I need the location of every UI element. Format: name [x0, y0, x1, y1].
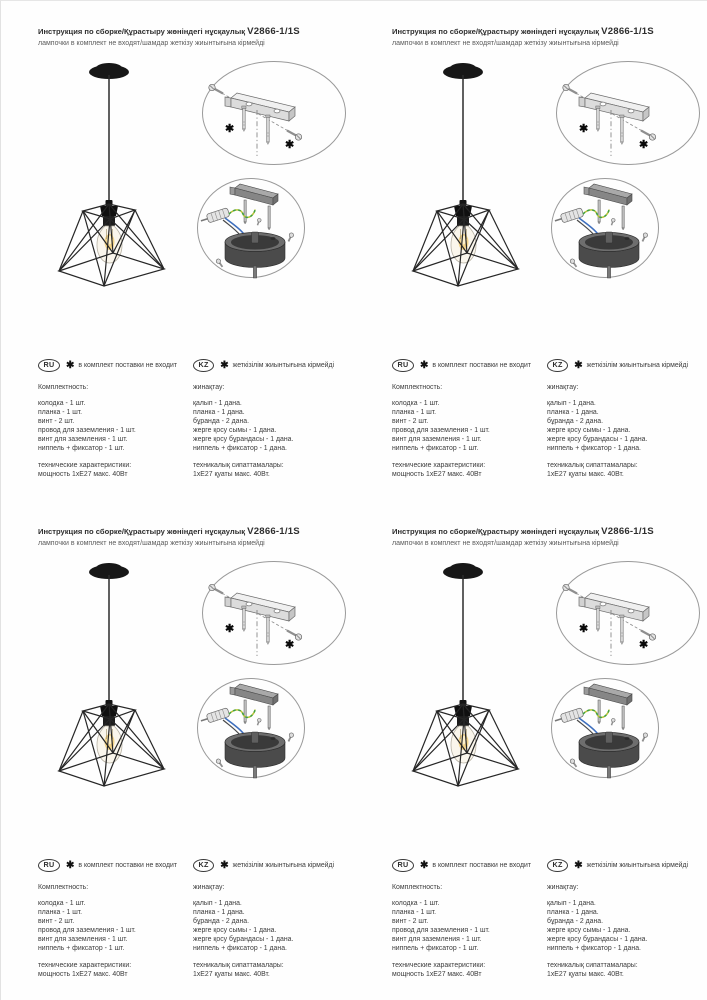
title-text: Инструкция по сборке/Құрастыру жөніндегі нұсқаулық: [392, 527, 600, 536]
kz-parts-heading: жинақтау:: [193, 884, 225, 891]
mounting-bracket-icon: [230, 684, 278, 705]
title-text: Инструкция по сборке/Құрастыру жөніндегі нұсқаулық: [38, 27, 246, 36]
small-screw-icon: [610, 718, 616, 726]
ru-section: [38, 858, 188, 979]
kz-parts-heading: жинақтау:: [547, 384, 579, 391]
not-included-asterisk: ✱: [225, 123, 235, 135]
kz-specs-heading: техникалық сипаттамалары:: [547, 962, 638, 969]
list-item: провод для заземления - 1 шт.: [392, 427, 490, 434]
pendant-lamp-illustration: [407, 59, 522, 291]
ru-specs-value: мощность 1хЕ27 макс. 40Вт: [392, 471, 482, 478]
kz-specs-heading: техникалық сипаттамалары:: [193, 962, 284, 969]
ru-specs: [38, 461, 188, 479]
small-screw-icon: [256, 218, 262, 226]
ru-not-included-note: в комплект поставки не входит: [432, 861, 532, 869]
ru-not-included-note: в комплект поставки не входит: [78, 361, 178, 369]
canopy-screw-icon: [622, 206, 624, 230]
list-item: колодка - 1 шт.: [38, 400, 86, 407]
kz-not-included-note: жеткізілім жиынтығына кірмейді: [232, 361, 335, 369]
model-number: V2866-1/1S: [601, 26, 654, 37]
list-item: винт - 2 шт.: [38, 418, 75, 425]
ru-parts-heading: Комплектность:: [38, 384, 89, 391]
kz-specs-heading: техникалық сипаттамалары:: [547, 462, 638, 469]
small-screw-icon: [640, 232, 648, 242]
canopy-wiring-diagram: [549, 676, 661, 780]
canopy-screw-icon: [596, 106, 600, 132]
kz-not-included-note: жеткізілім жиынтығына кірмейді: [232, 861, 335, 869]
list-item: бұранда - 2 дана.: [547, 418, 603, 425]
list-item: винт для заземления - 1 шт.: [38, 436, 128, 443]
wall-screw-icon: [209, 584, 223, 593]
kz-parts-list: [547, 399, 707, 453]
list-item: планка - 1 дана.: [547, 409, 599, 416]
canopy-screw-icon: [244, 700, 246, 724]
kz-section: [547, 858, 707, 979]
asterisk-icon: ✱: [65, 859, 75, 871]
ru-section: [38, 358, 188, 479]
model-number: V2866-1/1S: [601, 526, 654, 537]
list-item: винт для заземления - 1 шт.: [392, 436, 482, 443]
not-included-asterisk: ✱: [579, 123, 589, 135]
mounting-bracket-icon: [225, 93, 295, 121]
ru-badge-row: [392, 358, 542, 372]
small-screw-icon: [569, 258, 578, 268]
canopy-cup-icon: [579, 732, 639, 778]
title-text: Инструкция по сборке/Құрастыру жөніндегі нұсқаулық: [392, 27, 600, 36]
list-item: ниппель + фиксатор - 1 дана.: [193, 945, 287, 952]
canopy-wiring-diagram: [195, 676, 307, 780]
kz-specs-value: 1хЕ27 қуаты макс. 40Вт.: [547, 971, 624, 978]
ru-badge-row: [38, 358, 188, 372]
title-text: Инструкция по сборке/Құрастыру жөніндегі нұсқаулық: [38, 527, 246, 536]
list-item: планка - 1 дана.: [547, 909, 599, 916]
list-item: бұранда - 2 дана.: [547, 918, 603, 925]
ru-specs-value: мощность 1хЕ27 макс. 40Вт: [392, 971, 482, 978]
canopy-wiring-diagram: [549, 176, 661, 280]
list-item: винт для заземления - 1 шт.: [392, 936, 482, 943]
small-screw-icon: [256, 718, 262, 726]
canopy-cup-icon: [225, 732, 285, 778]
page-title: [392, 526, 654, 537]
page-subtitle: лампочки в комплект не входят/шамдар жеткізу жиынтығына кірмейді: [38, 40, 265, 47]
list-item: провод для заземления - 1 шт.: [38, 927, 136, 934]
ru-specs-heading: технические характеристики:: [392, 962, 486, 969]
list-item: қалып - 1 дана.: [193, 900, 242, 907]
page-subtitle: лампочки в комплект не входят/шамдар жеткізу жиынтығына кірмейді: [392, 540, 619, 547]
canopy-screw-icon: [242, 606, 246, 632]
list-item: жерге қосу сымы - 1 дана.: [193, 427, 277, 434]
wall-screw-icon: [563, 584, 577, 593]
kz-section: [193, 858, 355, 979]
ru-parts-heading: Комплектность:: [392, 884, 443, 891]
ru-parts-heading: Комплектность:: [392, 384, 443, 391]
ru-badge-row: [392, 858, 542, 872]
list-item: қалып - 1 дана.: [193, 400, 242, 407]
ru-badge: RU: [392, 859, 414, 872]
list-item: жерге қосу бұрандасы - 1 дана.: [547, 936, 648, 943]
asterisk-icon: ✱: [574, 859, 583, 871]
kz-specs-value: 1хЕ27 қуаты макс. 40Вт.: [193, 471, 270, 478]
model-number: V2866-1/1S: [247, 526, 300, 537]
small-screw-icon: [215, 258, 224, 268]
sheet-quadrant-2: [355, 1, 707, 501]
kz-not-included-note: жеткізілім жиынтығына кірмейді: [586, 361, 689, 369]
kz-badge-row: [547, 358, 707, 372]
page-subtitle: лампочки в комплект не входят/шамдар жеткізу жиынтығына кірмейді: [38, 540, 265, 547]
canopy-cup-icon: [579, 232, 639, 278]
list-item: жерге қосу сымы - 1 дана.: [547, 927, 631, 934]
small-screw-icon: [569, 758, 578, 768]
kz-parts-list: [547, 899, 707, 953]
canopy-screw-icon: [620, 115, 624, 145]
list-item: жерге қосу сымы - 1 дана.: [547, 427, 631, 434]
kz-badge-row: [193, 858, 355, 872]
not-included-asterisk: ✱: [285, 639, 295, 651]
asterisk-icon: ✱: [65, 359, 75, 371]
list-item: ниппель + фиксатор - 1 шт.: [392, 445, 479, 452]
kz-specs: [193, 961, 355, 979]
ru-parts-list: [38, 399, 188, 453]
list-item: жерге қосу бұрандасы - 1 дана.: [193, 936, 294, 943]
list-item: ниппель + фиксатор - 1 дана.: [547, 945, 641, 952]
not-included-asterisk: ✱: [579, 623, 589, 635]
list-item: жерге қосу бұрандасы - 1 дана.: [193, 436, 294, 443]
ru-badge-row: [38, 858, 188, 872]
kz-not-included-note: жеткізілім жиынтығына кірмейді: [586, 861, 689, 869]
small-screw-icon: [610, 218, 616, 226]
canopy-screw-icon: [242, 106, 246, 132]
kz-parts-list: [193, 899, 355, 953]
asterisk-icon: ✱: [220, 359, 229, 371]
list-item: қалып - 1 дана.: [547, 400, 596, 407]
kz-parts-heading: жинақтау:: [193, 384, 225, 391]
ru-parts-list: [38, 899, 188, 953]
list-item: ниппель + фиксатор - 1 шт.: [392, 945, 479, 952]
kz-parts-list: [193, 399, 355, 453]
ru-specs-heading: технические характеристики:: [38, 962, 132, 969]
ru-badge: RU: [38, 859, 60, 872]
kz-specs-heading: техникалық сипаттамалары:: [193, 462, 284, 469]
ru-section: [392, 358, 542, 479]
kz-section: [193, 358, 355, 479]
canopy-screw-icon: [244, 200, 246, 224]
page-subtitle: лампочки в комплект не входят/шамдар жеткізу жиынтығына кірмейді: [392, 40, 619, 47]
list-item: қалып - 1 дана.: [547, 900, 596, 907]
ru-badge: RU: [38, 359, 60, 372]
mounting-bracket-icon: [584, 684, 632, 705]
not-included-asterisk: ✱: [639, 139, 649, 151]
canopy-screw-icon: [596, 606, 600, 632]
ru-specs: [392, 461, 542, 479]
kz-specs: [193, 461, 355, 479]
list-item: бұранда - 2 дана.: [193, 418, 249, 425]
ru-parts-heading: Комплектность:: [38, 884, 89, 891]
sheet-quadrant-1: [1, 1, 354, 501]
list-item: планка - 1 дана.: [193, 409, 245, 416]
mounting-bracket-icon: [225, 593, 295, 621]
ru-parts-list: [392, 399, 542, 453]
sheet-quadrant-3: [1, 501, 354, 1000]
list-item: планка - 1 дана.: [193, 909, 245, 916]
ru-parts-list: [392, 899, 542, 953]
list-item: ниппель + фиксатор - 1 шт.: [38, 945, 125, 952]
list-item: планка - 1 шт.: [38, 409, 83, 416]
page-title: [38, 26, 300, 37]
kz-badge-row: [193, 358, 355, 372]
list-item: планка - 1 шт.: [392, 409, 437, 416]
kz-badge: KZ: [547, 859, 568, 872]
kz-parts-heading: жинақтау:: [547, 884, 579, 891]
small-screw-icon: [286, 732, 294, 742]
ru-badge: RU: [392, 359, 414, 372]
small-screw-icon: [286, 232, 294, 242]
kz-badge-row: [547, 858, 707, 872]
list-item: провод для заземления - 1 шт.: [38, 427, 136, 434]
ru-specs-heading: технические характеристики:: [392, 462, 486, 469]
page-title: [38, 526, 300, 537]
mounting-bracket-icon: [230, 184, 278, 205]
canopy-screw-icon: [266, 115, 270, 145]
list-item: жерге қосу бұрандасы - 1 дана.: [547, 436, 648, 443]
small-screw-icon: [215, 758, 224, 768]
canopy-screw-icon: [620, 615, 624, 645]
list-item: винт для заземления - 1 шт.: [38, 936, 128, 943]
canopy-screw-icon: [598, 200, 600, 224]
list-item: планка - 1 шт.: [392, 909, 437, 916]
kz-specs-value: 1хЕ27 қуаты макс. 40Вт.: [193, 971, 270, 978]
pendant-lamp-illustration: [53, 559, 168, 791]
mounting-bracket-icon: [584, 184, 632, 205]
list-item: колодка - 1 шт.: [392, 900, 440, 907]
list-item: ниппель + фиксатор - 1 дана.: [193, 445, 287, 452]
not-included-asterisk: ✱: [225, 623, 235, 635]
wall-screw-icon: [209, 84, 223, 93]
ru-specs: [38, 961, 188, 979]
kz-badge: KZ: [193, 859, 214, 872]
sheet-quadrant-4: [355, 501, 707, 1000]
pendant-lamp-illustration: [53, 59, 168, 291]
list-item: планка - 1 шт.: [38, 909, 83, 916]
canopy-screw-icon: [268, 206, 270, 230]
kz-specs-value: 1хЕ27 қуаты макс. 40Вт.: [547, 471, 624, 478]
kz-badge: KZ: [547, 359, 568, 372]
canopy-screw-icon: [268, 706, 270, 730]
kz-specs: [547, 961, 707, 979]
canopy-screw-icon: [266, 615, 270, 645]
mounting-bracket-diagram: [201, 560, 347, 666]
ru-section: [392, 858, 542, 979]
mounting-bracket-icon: [579, 593, 649, 621]
canopy-wiring-diagram: [195, 176, 307, 280]
ru-not-included-note: в комплект поставки не входит: [432, 361, 532, 369]
asterisk-icon: ✱: [419, 859, 429, 871]
list-item: винт - 2 шт.: [392, 418, 429, 425]
kz-specs: [547, 461, 707, 479]
asterisk-icon: ✱: [220, 859, 229, 871]
wall-screw-icon: [563, 84, 577, 93]
small-screw-icon: [640, 732, 648, 742]
canopy-screw-icon: [622, 706, 624, 730]
kz-badge: KZ: [193, 359, 214, 372]
ru-specs-heading: технические характеристики:: [38, 462, 132, 469]
model-number: V2866-1/1S: [247, 26, 300, 37]
canopy-cup-icon: [225, 232, 285, 278]
list-item: провод для заземления - 1 шт.: [392, 927, 490, 934]
mounting-bracket-icon: [579, 93, 649, 121]
not-included-asterisk: ✱: [285, 139, 295, 151]
canopy-screw-icon: [598, 700, 600, 724]
not-included-asterisk: ✱: [639, 639, 649, 651]
ru-not-included-note: в комплект поставки не входит: [78, 861, 178, 869]
asterisk-icon: ✱: [419, 359, 429, 371]
list-item: ниппель + фиксатор - 1 дана.: [547, 445, 641, 452]
list-item: ниппель + фиксатор - 1 шт.: [38, 445, 125, 452]
mounting-bracket-diagram: [201, 60, 347, 166]
mounting-bracket-diagram: [555, 560, 701, 666]
mounting-bracket-diagram: [555, 60, 701, 166]
list-item: винт - 2 шт.: [38, 918, 75, 925]
pendant-lamp-illustration: [407, 559, 522, 791]
ru-specs-value: мощность 1хЕ27 макс. 40Вт: [38, 471, 128, 478]
list-item: колодка - 1 шт.: [392, 400, 440, 407]
list-item: винт - 2 шт.: [392, 918, 429, 925]
ru-specs-value: мощность 1хЕ27 макс. 40Вт: [38, 971, 128, 978]
asterisk-icon: ✱: [574, 359, 583, 371]
list-item: бұранда - 2 дана.: [193, 918, 249, 925]
list-item: колодка - 1 шт.: [38, 900, 86, 907]
page-title: [392, 26, 654, 37]
kz-section: [547, 358, 707, 479]
list-item: жерге қосу сымы - 1 дана.: [193, 927, 277, 934]
ru-specs: [392, 961, 542, 979]
